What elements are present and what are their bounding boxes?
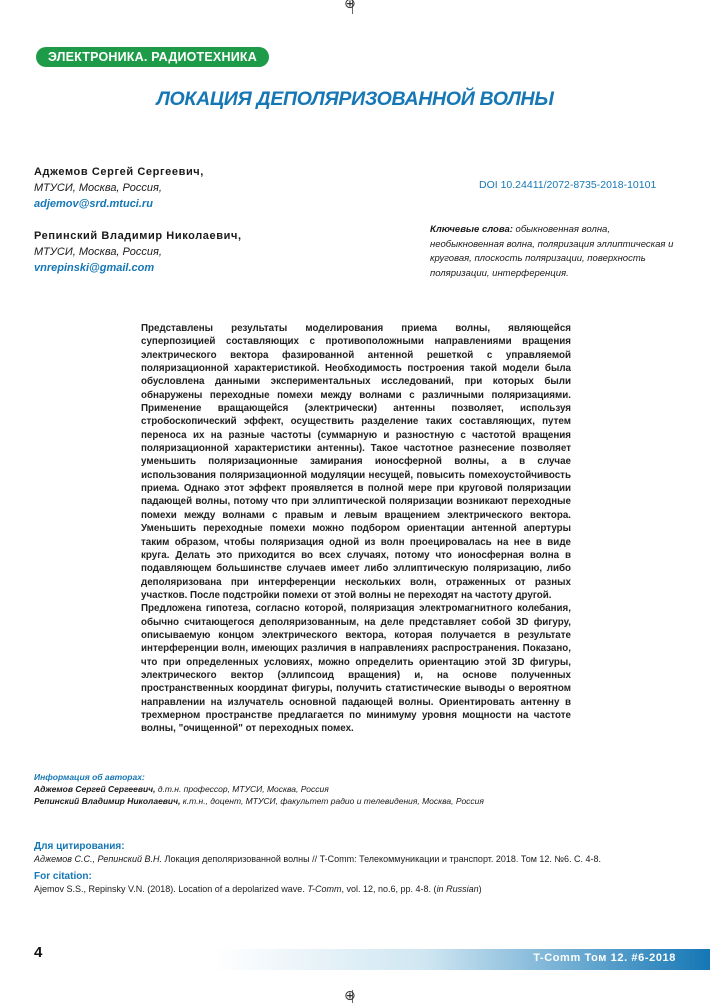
abstract-paragraph-1: Представлены результаты моделирования приема волны, являющейся суперпозицией составляющих с противоположными направлениями вращения электрического вектора фазированной антенной решеткой с управляемой поляризационной характеристикой. Необходимость построения такой модели была обусловлена данными экспериментальных исследований, при которых были обнаружены переходные помехи между волнами с различными поляризациями. Применение вращающейся (электрически) антенны позволяет, используя стробоскопический эффект, осуществить разделение таких составляющих, путем переноса их на разные частоты (суммарную и разностную с частотой вращения поляризационной характеристики антенны). Такое частотное разнесение позволяет уменьшить поляризационные замирания ионосферной волны, а в случае использования поляризационной модуляции несущей, повысить помехоустойчивость приема. Однако этот эффект проявляется в полной мере при круговой поляризации падающей волны, потому что при эллиптической поляризации возникают переходные помехи между волнами с правым и левым вращением электрического вектора. Уменьшить переходные помехи можно подбором ориентации антенной апертуры таким образом, чтобы поляризация одной из волн проецировалась на нее в виде круга. Делать это приходится во всех случаях, потому что ионосферная волна в подавляющем большинстве случаев имеет либо эллиптическую поляризацию, либо деполяризована при интерференции нескольких волн, отраженных от разных участков. После подстройки помехи от этой волны не переходят на частоту другой.: [141, 323, 571, 601]
author-1: [34, 164, 334, 212]
abstract: [141, 322, 571, 736]
citation-en-text: [34, 883, 676, 895]
author-1-org: МТУСИ, Москва, Россия,: [34, 182, 162, 194]
section-banner: ЭЛЕКТРОНИКА. РАДИОТЕХНИКА: [36, 47, 269, 67]
author-info-line-1: [34, 783, 674, 795]
author-2-name: Репинский Владимир Николаевич,: [34, 230, 242, 242]
citation-en-before: Ajemov S.S., Repinsky V.N. (2018). Location of a depolarized wave.: [34, 884, 308, 894]
citation-ru-heading: Для цитирования:: [34, 841, 125, 852]
keywords-text: обыкновенная волна, необыкновенная волна, поляризация эллиптическая и круговая, плоскость поляризации, поверхность поляризации, интерференция.: [430, 224, 674, 279]
author-info-line-2: [34, 795, 674, 807]
author-1-email[interactable]: adjemov@srd.mtuci.ru: [34, 198, 153, 210]
citation-en-lang: in Russian: [436, 884, 479, 894]
author-info-heading: Информация об авторах:: [34, 772, 145, 782]
author-info-name-1: Аджемов Сергей Сергеевич,: [34, 784, 156, 794]
citation-ru-body: Локация деполяризованной волны // T-Comm: Телекоммуникации и транспорт. 2018. Том 12. №6. С. 4-8.: [162, 854, 602, 864]
keywords-label: Ключевые слова:: [430, 224, 513, 235]
registration-mark-bottom-icon: ⊕: [344, 988, 356, 1004]
author-2: [34, 228, 334, 276]
citation-en-journal: T-Comm: [307, 884, 342, 894]
author-1-name: Аджемов Сергей Сергеевич,: [34, 166, 204, 178]
abstract-paragraph-2: Предложена гипотеза, согласно которой, поляризация электромагнитного колебания, обычно считающегося деполяризованным, на деле представляет собой 3D фигуру, описываемую концом электрического вектора, которая получается в результате интерференции волн, имеющих различия в направлениях распространения. Показано, что при определенных условиях, можно определить ориентацию этой 3D фигуры, электрического вектор (эллипсоид вращения) и, на основе полученных пространственных координат фигуры, получить статистические выводы о вероятном направлении на излучатель основной падающей волны. Ориентировать антенну в трехмерном пространстве предлагается по минимуму уровня мощности на частоте волны, "очищенной" от переходных помех.: [141, 603, 571, 735]
author-info-name-2: Репинский Владимир Николаевич,: [34, 796, 181, 806]
journal-footer: T-Comm Том 12. #6-2018: [533, 952, 676, 964]
citation: [34, 841, 676, 895]
doi-link[interactable]: DOI 10.24411/2072-8735-2018-10101: [479, 179, 657, 191]
author-2-email[interactable]: vnrepinski@gmail.com: [34, 262, 155, 274]
citation-en-heading: For citation:: [34, 871, 92, 882]
author-info: [34, 771, 674, 807]
author-info-details-2: к.т.н., доцент, МТУСИ, факультет радио и телевидения, Москва, Россия: [180, 796, 484, 806]
keywords: [430, 223, 675, 281]
citation-en-after: , vol. 12, no.6, pp. 4-8. (: [341, 884, 437, 894]
page-number: 4: [34, 944, 43, 961]
registration-mark-top-icon: ⊕: [344, 0, 356, 12]
citation-ru-authors: Аджемов С.С., Репинский В.Н.: [34, 854, 163, 864]
author-info-details-1: д.т.н. профессор, МТУСИ, Москва, Россия: [155, 784, 329, 794]
citation-ru-text: [34, 853, 676, 865]
author-2-org: МТУСИ, Москва, Россия,: [34, 246, 162, 258]
citation-en-close: ): [478, 884, 482, 894]
article-title: ЛОКАЦИЯ ДЕПОЛЯРИЗОВАННОЙ ВОЛНЫ: [156, 88, 554, 110]
